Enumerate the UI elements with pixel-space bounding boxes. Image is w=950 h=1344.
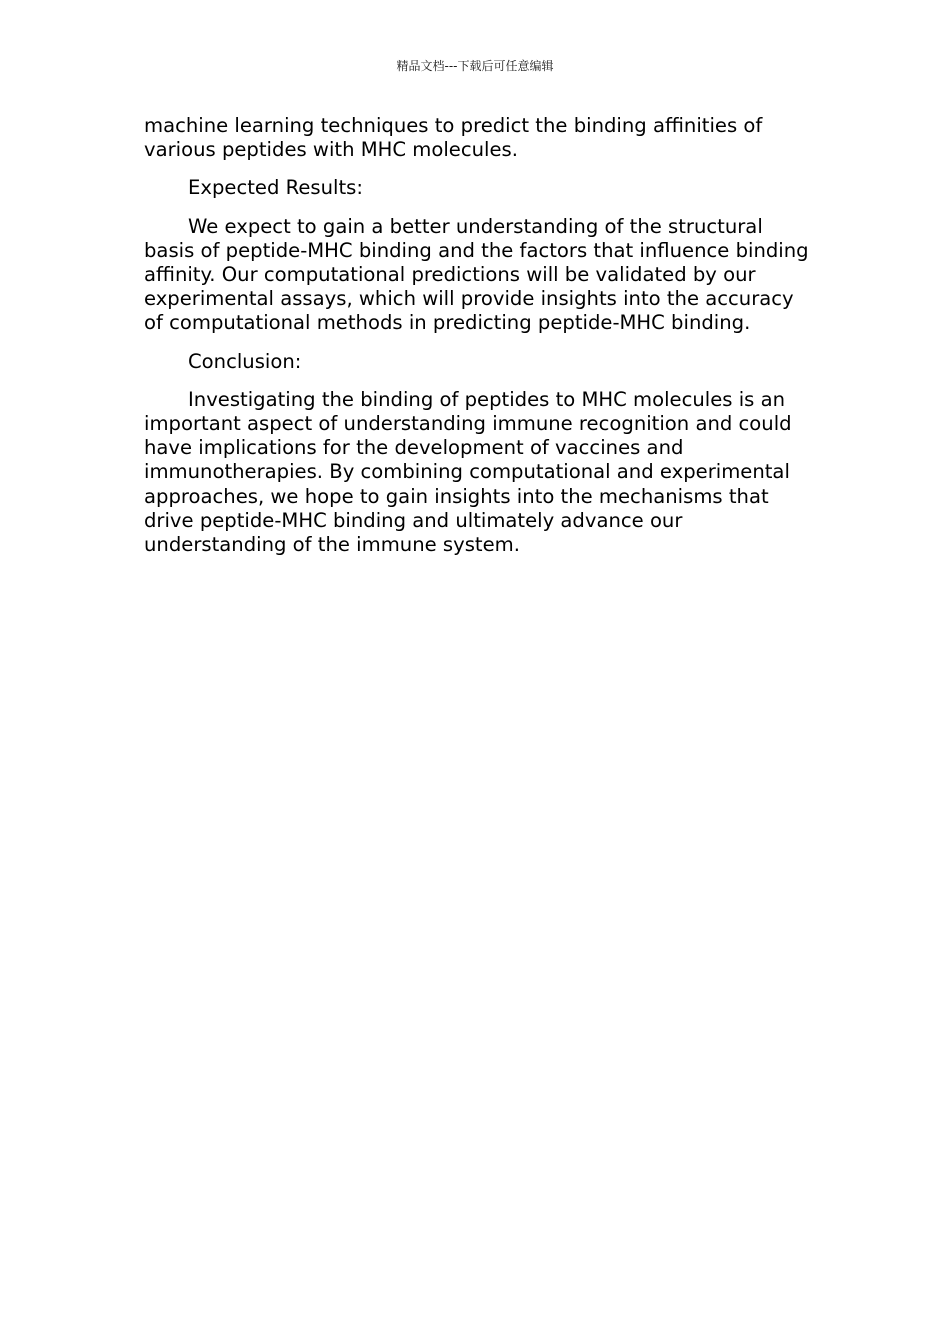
section-heading-conclusion: Conclusion: bbox=[188, 349, 302, 373]
paragraph-expected-results: We expect to gain a better understanding of the structural basis of peptide-MHC binding and the factors that influence binding affinity. Our computational predictions will be validated by our experimental assays, which will provide insights into the accuracy of computational methods in predicting peptide-MHC binding. bbox=[144, 214, 809, 335]
section-heading-expected-results: Expected Results: bbox=[188, 176, 363, 200]
page-header: 精品文档---下载后可任意编辑 bbox=[396, 59, 554, 73]
document-body bbox=[144, 114, 810, 571]
paragraph-conclusion: Investigating the binding of peptides to MHC molecules is an important aspect of understanding immune recognition and could have implications for the development of vaccines and immunotherapies. By combining computational and experimental approaches, we hope to gain insights into the mechanisms that drive peptide-MHC binding and ultimately advance our understanding of the immune system. bbox=[144, 387, 792, 557]
paragraph-continuation: machine learning techniques to predict the binding affinities of various peptides with MHC molecules. bbox=[144, 114, 763, 162]
